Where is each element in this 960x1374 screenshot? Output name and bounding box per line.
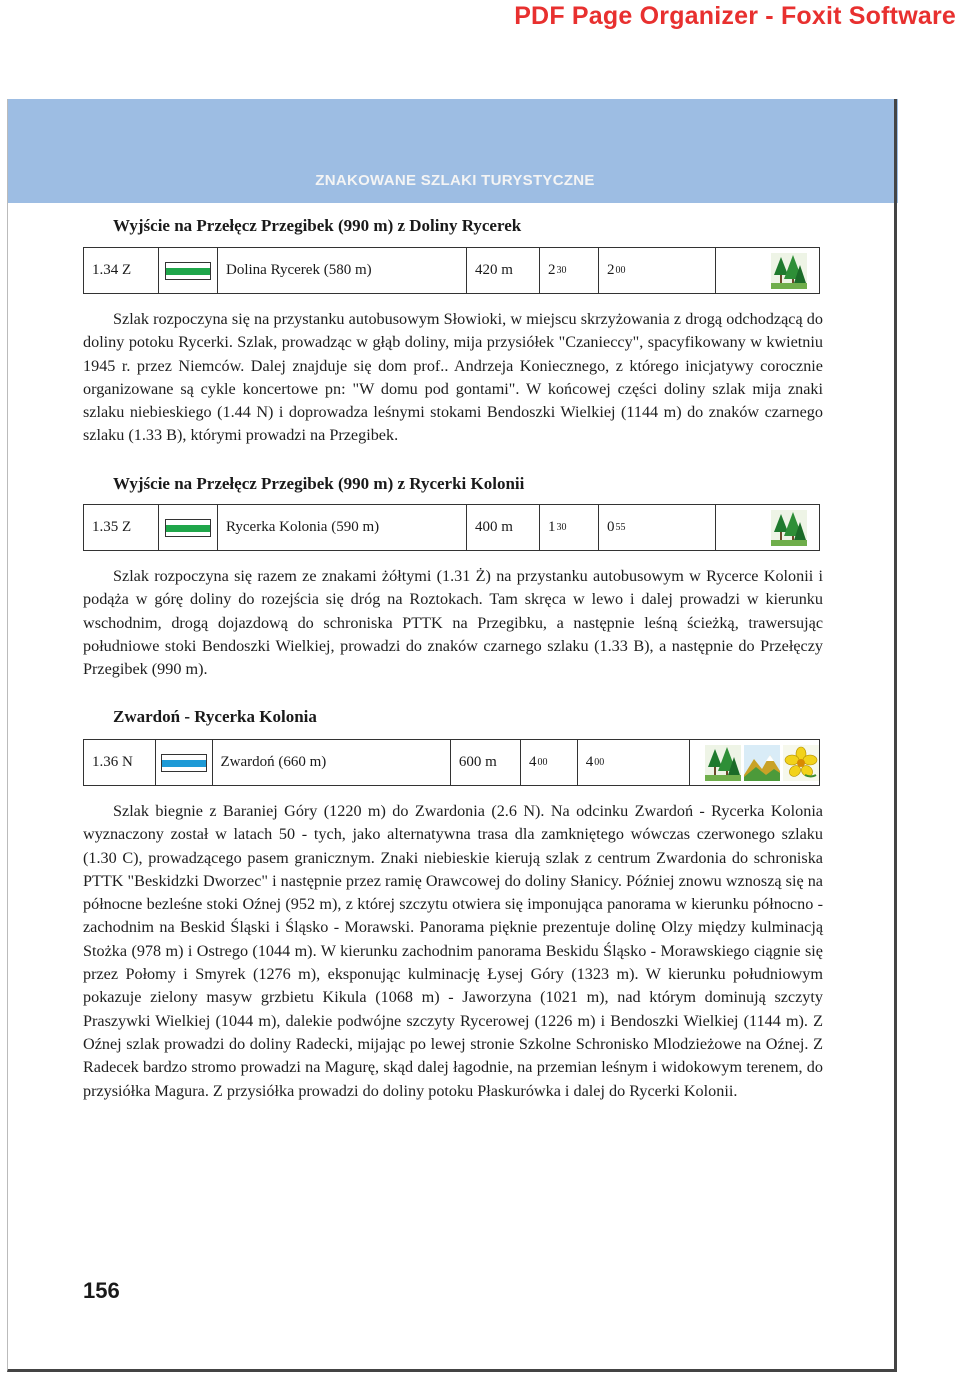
trail-time-up: 1 30 — [540, 505, 599, 550]
trail-time-down: 0 55 — [599, 505, 716, 550]
trail-time-down: 4 00 — [578, 740, 690, 785]
trail-elevation-gain: 420 m — [467, 248, 540, 293]
trail-route: Zwardoń (660 m) — [213, 740, 451, 785]
forest-icon — [771, 253, 807, 289]
section-paragraph-2: Szlak rozpoczyna się razem ze znakami żółtymi (1.31 Ż) na przystanku autobusowym w Rycerce Kolonii i podąża w górę doliny do rozejścia się dróg na Roztokach. Tam skręca w lewo i dalej prowadzi w kierunku wschodnim, drogą dojazdową do schroniska PTTK na Przegibku, a następnie leśną ścieżką, trawersując południowe stoki Bendoszki Wielkiej, prowadzi do znaków czarnego szlaku (1.33 B), a następnie do Przełęczy Przegibek (990 m). — [83, 567, 823, 679]
trail-elevation-gain: 600 m — [451, 740, 521, 785]
trail-row-2 — [83, 504, 820, 551]
trail-mark-cell — [156, 740, 212, 785]
forest-icon — [771, 510, 807, 546]
forest-icon — [705, 745, 741, 781]
trail-row-1 — [83, 247, 820, 294]
flower-icon — [783, 745, 819, 781]
trail-number: 1.36 N — [84, 740, 156, 785]
trail-icons — [716, 505, 819, 550]
trail-mark-green — [165, 262, 211, 280]
trail-mark-green — [165, 519, 211, 537]
trail-elevation-gain: 400 m — [467, 505, 540, 550]
section-heading-2: Wyjście na Przełęcz Przegibek (990 m) z Rycerki Kolonii — [113, 474, 525, 493]
trail-route: Dolina Rycerek (580 m) — [218, 248, 467, 293]
header-title: ZNAKOWANE SZLAKI TURYSTYCZNE — [315, 172, 595, 189]
trail-time-down: 2 00 — [599, 248, 716, 293]
trail-number: 1.35 Z — [84, 505, 159, 550]
trail-mark-cell — [159, 248, 218, 293]
watermark-title: PDF Page Organizer - Foxit Software — [514, 2, 956, 30]
trail-mark-blue — [161, 754, 207, 772]
trail-route: Rycerka Kolonia (590 m) — [218, 505, 467, 550]
mountain-view-icon — [744, 745, 780, 781]
trail-row-3 — [83, 739, 820, 786]
trail-icons — [690, 740, 819, 785]
trail-mark-cell — [159, 505, 218, 550]
trail-number: 1.34 Z — [84, 248, 159, 293]
section-paragraph-1: Szlak rozpoczyna się na przystanku autobusowym Słowioki, w miejscu skrzyżowania z drogą odchodzącą do doliny potoku Rycerki. Szlak, prowadząc w głąb doliny, mija przysiółek "Czanieccy", spacyfikowany w kwietniu 1945 r. przez Niemców. Dalej znajduje się dom prof.. Andrzeja Koniecznego, z którego inicjatywy corocznie organizowane są cykle koncertowe pn: "W domu pod gontami". W końcowej części doliny szlak mija znaki szlaku niebieskiego (1.44 N) i doprowadza leśnymi stokami Bendoszki Wielkiej (1144 m) do znaków czarnego szlaku (1.33 B), którymi prowadzi na Przegibek. — [83, 310, 823, 445]
trail-time-up: 4 00 — [521, 740, 578, 785]
trail-time-up: 2 30 — [540, 248, 599, 293]
page-number: 156 — [83, 1278, 120, 1303]
trail-icons — [716, 248, 819, 293]
section-heading-3: Zwardoń - Rycerka Kolonia — [113, 707, 317, 726]
section-heading-1: Wyjście na Przełęcz Przegibek (990 m) z Doliny Rycerek — [113, 216, 522, 235]
section-paragraph-3: Szlak biegnie z Baraniej Góry (1220 m) do Zwardonia (2.6 N). Na odcinku Zwardoń - Rycerka Kolonia wyznaczony został w latach 50 - tych, jako alternatywna trasa dla zamkniętego wówczas czerwonego szlaku (1.30 C), prowadzącego pasem granicznym. Znaki niebieskie kierują szlak z centrum Zwardonia do schroniska PTTK "Beskidzki Dworzec" i następnie przez ramię Orawcowej do doliny Słanicy. Później znowu wznoszą się na północne bezleśne stoki Oźnej (952 m), z której szczytu otwiera się imponująca panorama w kierunku północno - zachodnim na Beskid Śląski i Śląsko - Morawski. Panorama pięknie prezentuje dolinę Olzy między kulminacją Stożka (978 m) i Ostrego (1044 m). W kierunku zachodnim panorama Beskidu Śląsko - Morawskiego ciągnie się przez Połomy i Smyrek (1276 m), eksponując kulminację Łysej Góry (1323 m). W kierunku południowym pokazuje zielony masyw grzbietu Kikula (1068 m) - Jaworzyna (1021 m), nad którym dominują szczyty Praszywki Wielkiej (1044 m), dalekie podwójne szczyty Rycerowej (1226 m) i Bendoszki Wielkiej (1144 m). Z Oźnej szlak prowadzi do doliny Radecki, mijając po lewej stronie Szkolne Schronisko Mlodzieżowe na Oźnej. Z Radecek bardzo stromo prowadzi na Magurę, skąd dalej łagodnie, na przemian leśnym i widokowym terenem, do przysiółka Magura. Z przysiółka prowadzi do doliny potoku Płaskurówka i dalej do Rycerki Kolonii. — [83, 802, 823, 1100]
